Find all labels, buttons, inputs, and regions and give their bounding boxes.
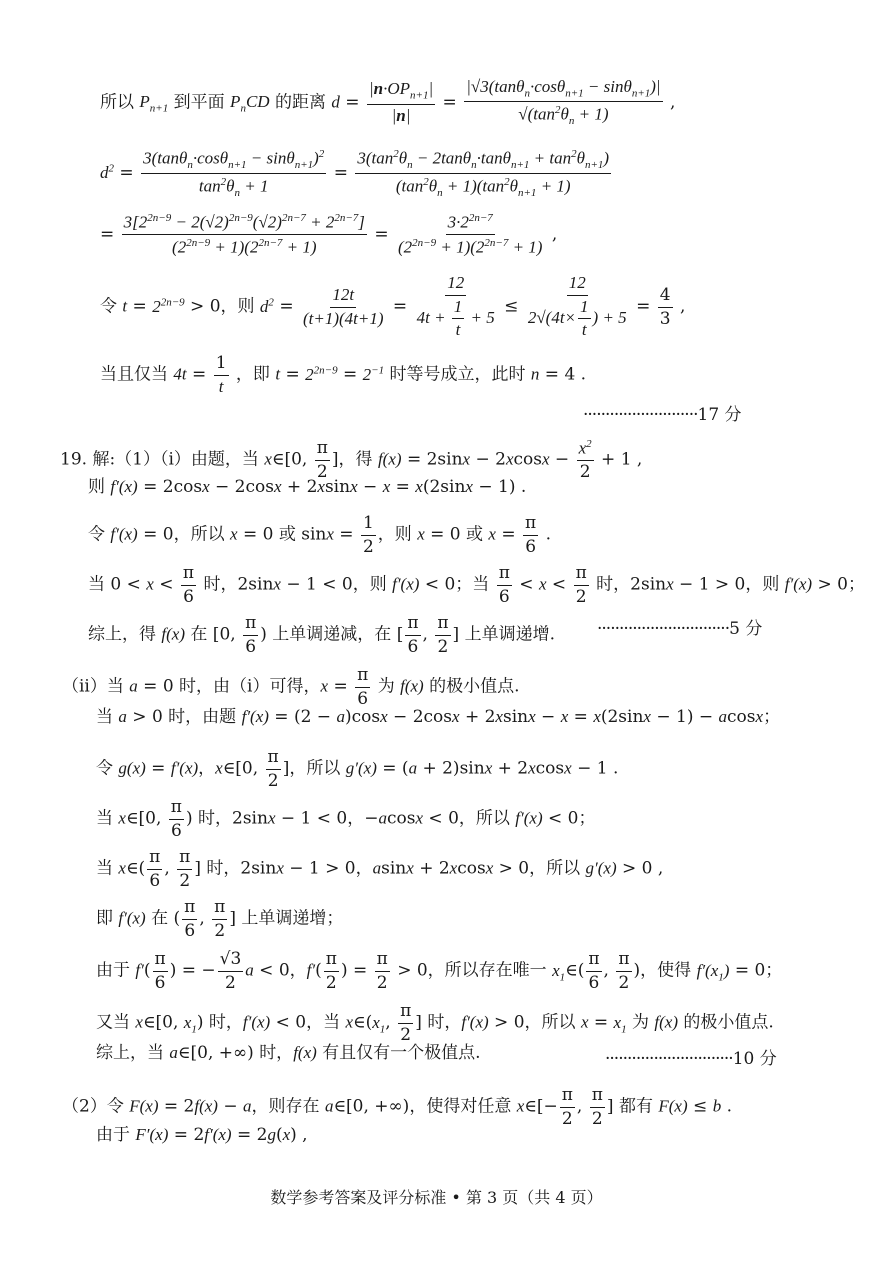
line-interval-1: 当 x∈[0, $\frac{\pi}{6}$ ) 时，2sinx − 1 < 0，−acosx < 0，所以 f′(x) < 0； [96,797,596,841]
line-g: 令 g(x) = f′(x)，x∈[0, $\frac{\pi}{2}$ ]，所以 g′(x) = (a + 2)sinx + 2xcosx − 1 . [96,747,619,791]
score-5: ······························5 分 [597,619,763,639]
line-simplify: = $\frac{3[2^{2n-9} - 2(√2)^{2n-9}(√2)^{2n-7} + 2^{2n-7}]}{(2^{2n-9} + 1)(2^{2n-7} + 1)}$ = $\frac{3\cdot 2^{2n-7}}{(2^{2n-9} + 1)(2^{2n-7} + 1)}$ , [100,212,558,257]
line-ii-a0: （ii）当 a = 0 时，由（i）可得，x = $\frac{\pi}{6}$ 为 f(x) 的极小值点. [62,665,520,709]
line-F-derivative: 由于 F′(x) = 2f′(x) = 2g(x) , [96,1125,308,1145]
line-monotone: 综上，得 f(x) 在 [0, $\frac{\pi}{6}$ ) 上单调递减，在 [ $\frac{\pi}{6}$ , $\frac{\pi}{2}$ ] 上单调递增. [88,613,555,657]
line-increasing: 即 f′(x) 在 ( $\frac{\pi}{6}$ , $\frac{\pi}{2}$ ] 上单调递增； [96,897,344,941]
line-distance: 所以 $P_{n+1}$ 到平面 $P_nCD$ 的距离 d = $\frac{|n\cdot OP_{n+1}|}{|n|}$ = $\frac{|√3(\tan\theta_n\cdot\cos\theta_{n+1} - \sin\theta_{n+1})|}{√(\tan^2\theta_n + 1)}$ , [100,77,676,128]
line-part2: （2）令 F(x) = 2f(x) − a，则存在 a∈[0, +∞)，使得对任意 x∈[− $\frac{\pi}{2}$ , $\frac{\pi}{2}$ ] 都有 F(x) ≤ b . [62,1085,733,1129]
line-critical: 令 f′(x) = 0，所以 x = 0 或 sinx = $\frac{1}{2}$ ，则 x = 0 或 x = $\frac{\pi}{6}$ . [88,513,552,557]
score-17: ··························17 分 [583,405,742,425]
line-interval-2: 当 x∈( $\frac{\pi}{6}$ , $\frac{\pi}{2}$ ] 时，2sinx − 1 > 0，asinx + 2xcosx > 0，所以 g′(x) > 0 , [96,847,664,891]
line-conclusion: 综上，当 a∈[0, +∞) 时，f(x) 有且仅有一个极值点. [96,1043,481,1063]
line-d-squared: $d^2$ = $\frac{3(\tan\theta_n\cdot\cos\theta_{n+1} - \sin\theta_{n+1})^2}{\tan^2\theta_n + 1}$ = $\frac{3(\tan^2\theta_n - 2\tan\theta_n\cdot\tan\theta_{n+1} + \tan^2\theta_{n+1})}{(\tan^2\theta_n + 1)(\tan^2\theta_{n+1} + 1)}$ [100,148,610,200]
line-sign: 当 0 < x < $\frac{\pi}{6}$ 时，2sinx − 1 < 0，则 f′(x) < 0；当 $\frac{\pi}{6}$ < x < $\frac{\pi}{2}$ 时，2sinx − 1 > 0，则 f′(x) > 0； [88,563,865,607]
page-footer: 数学参考答案及评分标准 • 第 3 页（共 4 页） [270,1188,603,1207]
score-10: ·····························10 分 [605,1049,777,1069]
line-derivative: 则 f′(x) = 2cosx − 2cosx + 2xsinx − x = x(2sinx − 1) . [88,477,527,497]
line-equality: 当且仅当 4t = $\frac{1}{t}$ ，即 $t = 2^{2n-9} = 2^{-1}$ 时等号成立，此时 n = 4 . [100,353,587,396]
line-19-intro: 19. 解:（1）（i）由题，当 x∈[0, $\frac{\pi}{2}$ ]，得 f(x) = 2sinx − 2xcosx − $\frac{x^2}{2}$ + 1 , [60,437,643,483]
line-a-positive: 当 a > 0 时，由题 f′(x) = (2 − a)cosx − 2cosx + 2xsinx − x = x(2sinx − 1) − acosx； [96,707,781,727]
line-min-point: 又当 x∈[0, $x_1$) 时，f′(x) < 0，当 $x\in(x_1$, $\frac{\pi}{2}$ ] 时，f′(x) > 0，所以 $x = x_1$ 为 f(x) 的极小值点. [96,1001,774,1045]
line-unique-root: 由于 f′( $\frac{\pi}{6}$ ) = − $\frac{√3}{2}$ a < 0，f′( $\frac{\pi}{2}$ ) = $\frac{\pi}{2}$ > 0，所以存在唯一 $x_1\in$( $\frac{\pi}{6}$ , $\frac{\pi}{2}$ )，使得 $f'(x_1) = 0$； [96,949,783,993]
line-substitution: 令 $t = 2^{2n-9} > 0$，则 $d^2$ = $\frac{12t}{(t+1)(4t+1)}$ = 12 4t + $\frac{1}{t}$ + 5 ≤ 12 2√(4t× $\frac{1}{t}$ ) + 5 = $\frac{4}{3}$ , [100,273,686,340]
